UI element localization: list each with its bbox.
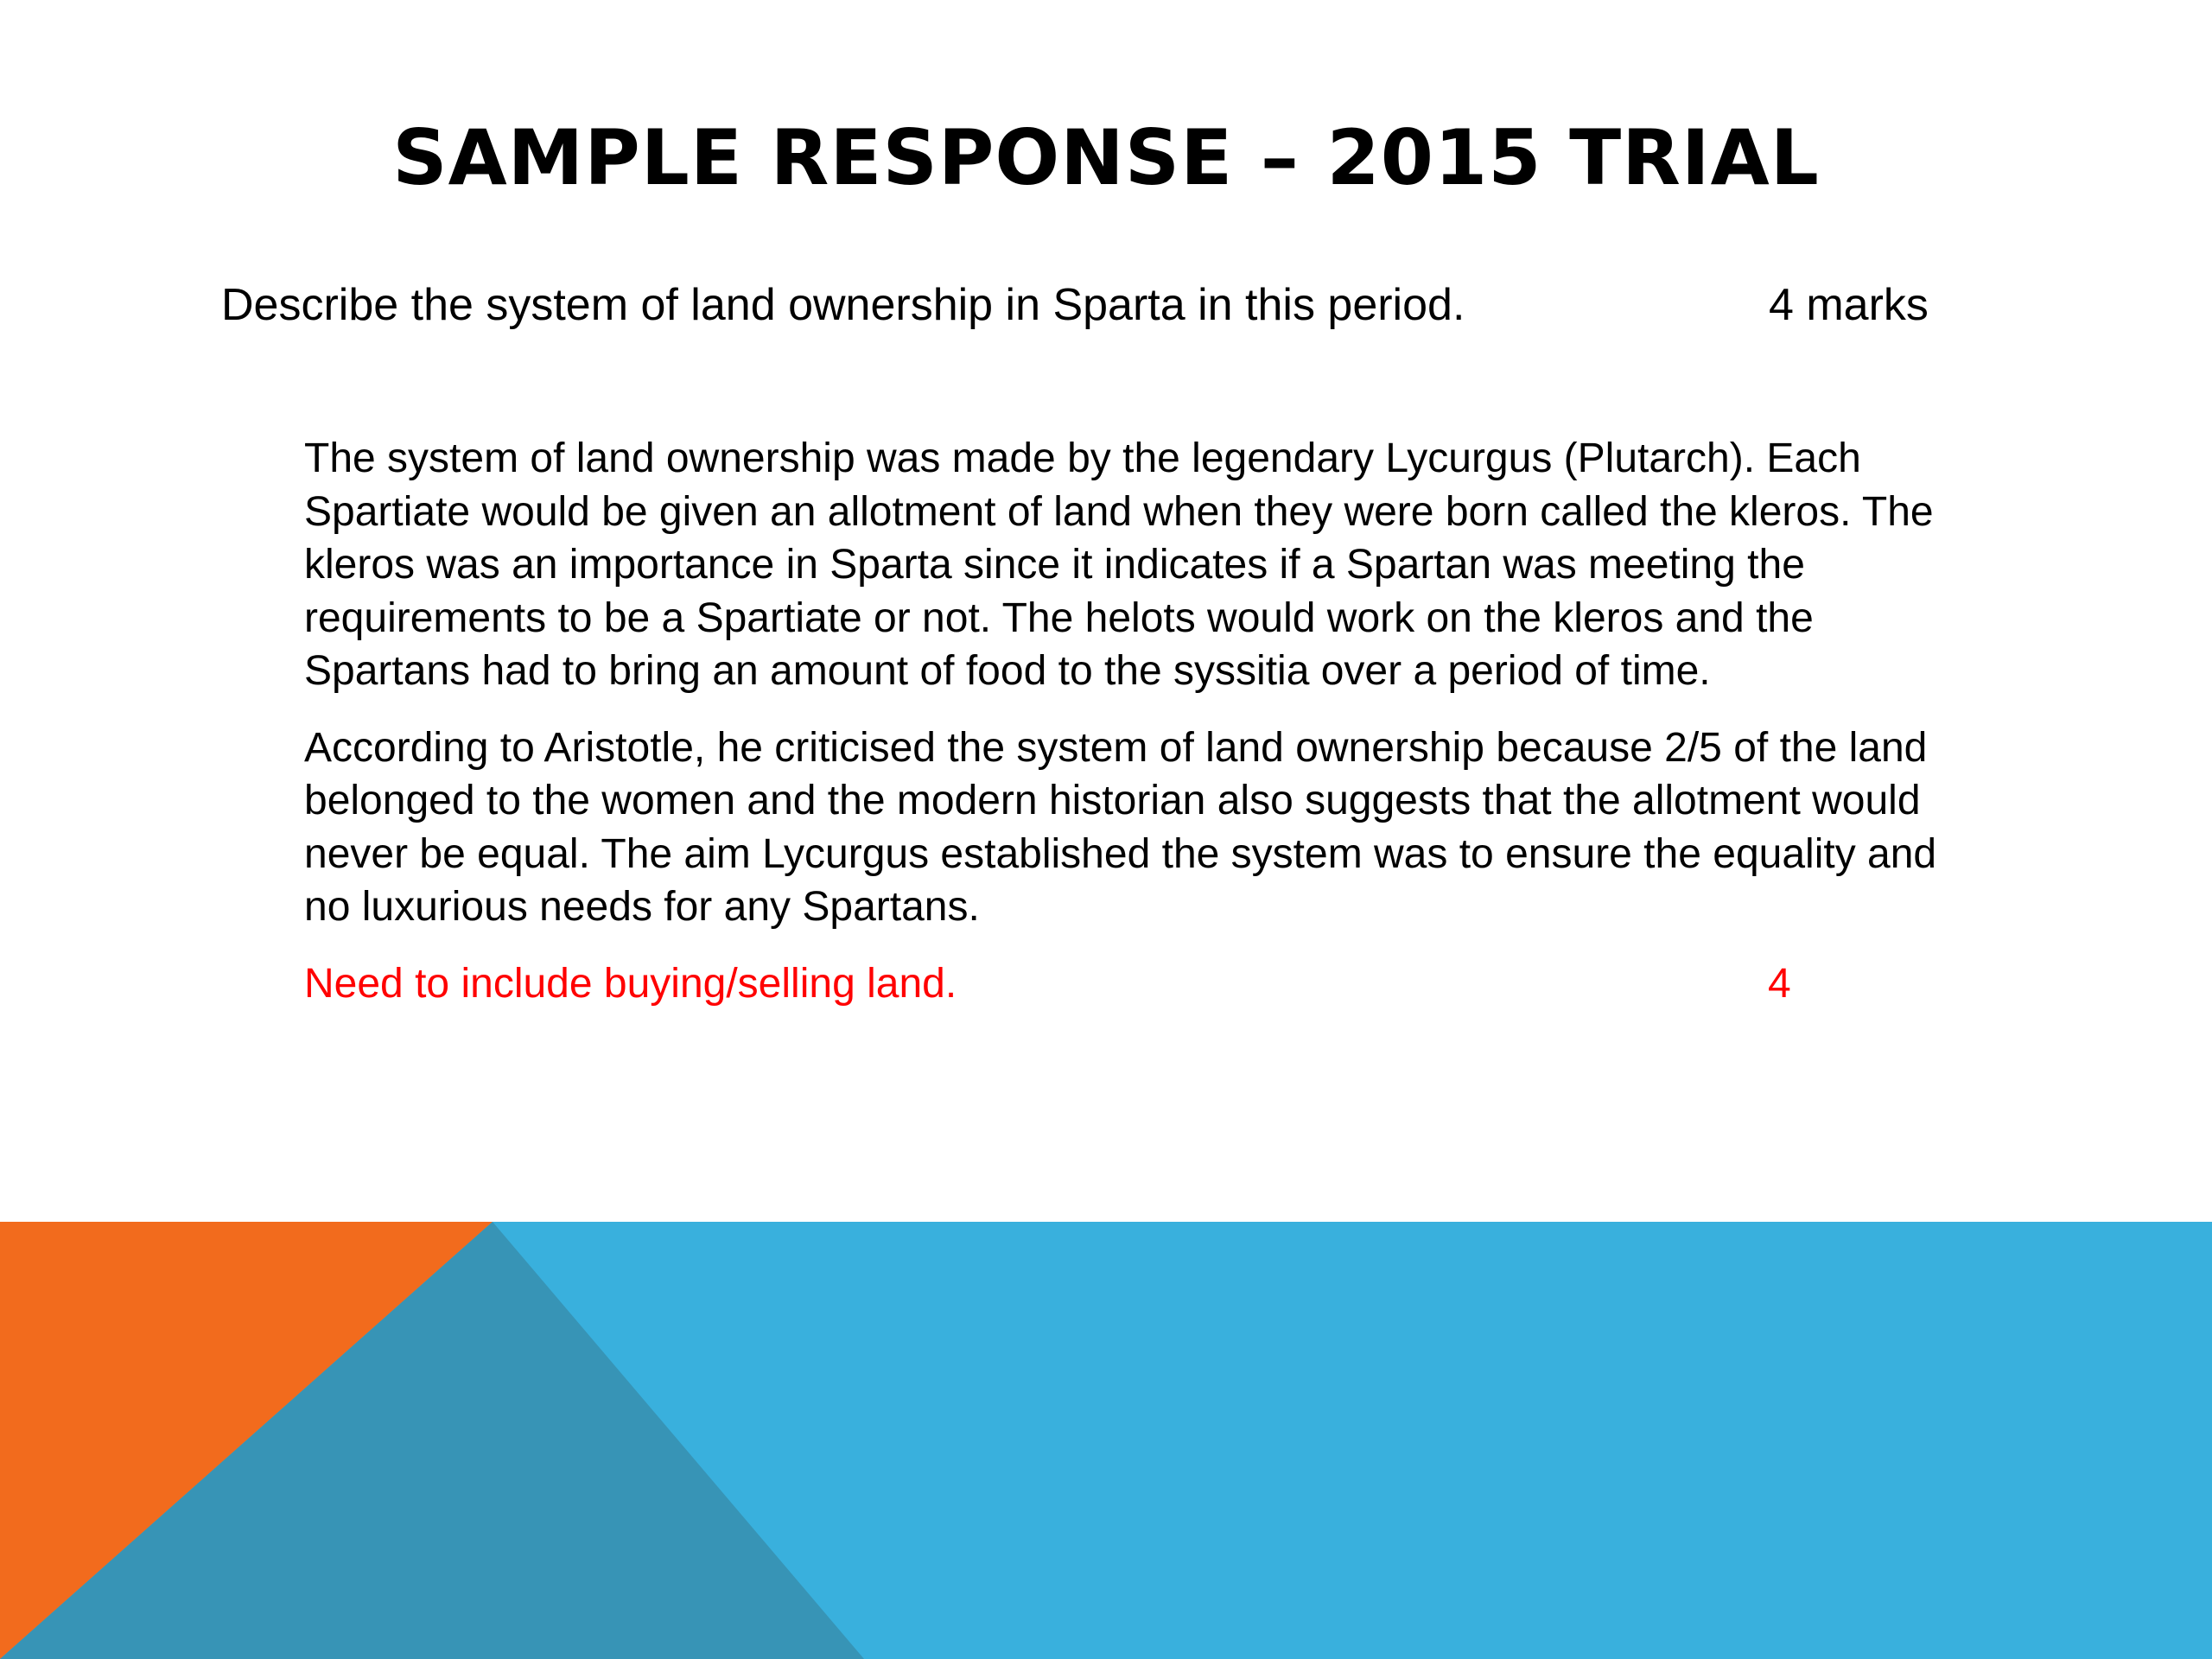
sample-answer	[304, 432, 1989, 1011]
question-row	[221, 275, 1949, 335]
question-marks: 4 marks	[1769, 280, 1929, 330]
decorative-footer-band	[0, 1222, 2212, 1659]
answer-paragraph-2: According to Aristotle, he criticised the system of land ownership because 2/5 of the land belonged to the women and the modern historian also suggests that the allotment would never be equal. The aim Lycurgus established the system was to ensure the equality and no luxurious needs for any Spartans.	[304, 724, 1937, 930]
awarded-mark: 4	[1768, 960, 1791, 1007]
footer-shapes	[0, 1222, 2212, 1659]
question-text: Describe the system of land ownership in Sparta in this period.	[221, 280, 1465, 330]
marker-feedback	[304, 957, 1989, 1011]
answer-paragraph-1: The system of land ownership was made by the legendary Lycurgus (Plutarch). Each Spartiate would be given an allotment of land when they were born called the kleros. The kleros was an importance in Sparta since it indicates if a Spartan was meeting the requirements to be a Spartiate or not. The helots would work on the kleros and the Spartans had to bring an amount of food to the syssitia over a period of time.	[304, 435, 1934, 694]
feedback-comment: Need to include buying/selling land.	[304, 960, 957, 1007]
slide-title: SAMPLE RESPONSE – 2015 TRIAL	[392, 113, 1820, 202]
